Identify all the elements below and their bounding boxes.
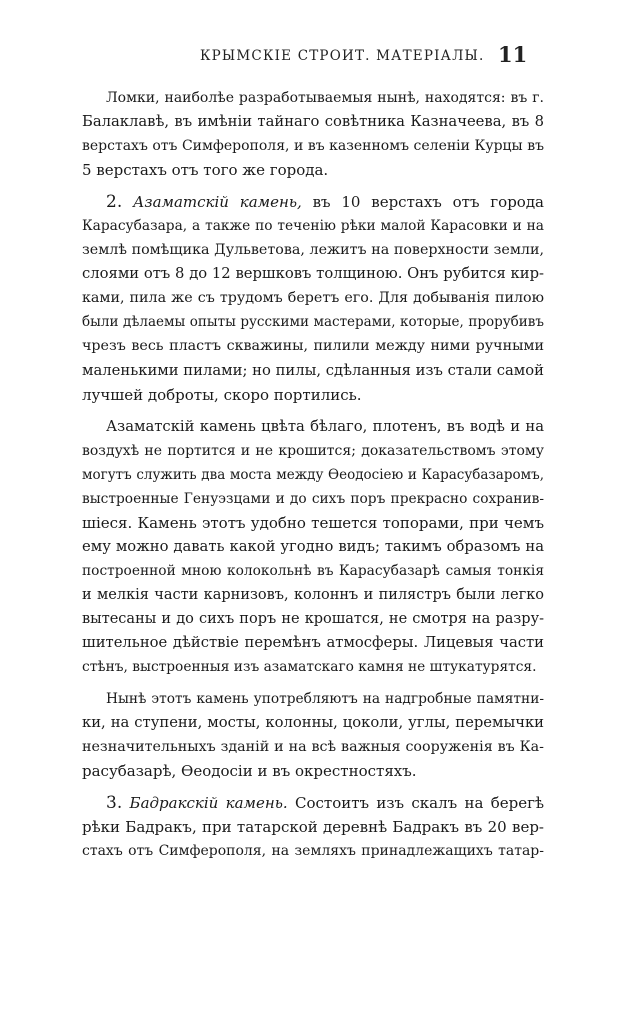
text-line: выстроенные Генуэзцами и до сихъ поръ прекрасно сохранив- bbox=[82, 490, 544, 507]
section-number: 3. bbox=[106, 793, 123, 814]
text-line: шіеся. Камень этотъ удобно тешется топорами, при чемъ bbox=[82, 513, 544, 532]
text-line: воздухѣ не портится и не крошится; доказательствомъ этому bbox=[82, 442, 544, 459]
page-number: 11 bbox=[498, 42, 528, 67]
text-line: ками, пила же съ трудомъ беретъ его. Для добыванія пилою bbox=[82, 290, 544, 307]
text-line: вытесаны и до сихъ поръ не крошатся, не смотря на разру- bbox=[82, 610, 544, 627]
section-heading-line bbox=[82, 190, 544, 214]
text-line: ки, на ступени, мосты, колонны, цоколи, углы, перемычки bbox=[82, 714, 544, 732]
text-line: лучшей доброты, скоро портились. bbox=[82, 385, 362, 404]
text-line: и мелкія части карнизовъ, колоннъ и пилястръ были легко bbox=[82, 586, 544, 603]
text-line: Нынѣ этотъ камень употребляютъ на надгробные памятни- bbox=[106, 691, 544, 708]
section-title: Азаматскій камень, bbox=[133, 193, 302, 212]
section-heading-line bbox=[82, 791, 544, 815]
text-fragment: Состоитъ изъ скалъ на берегѣ bbox=[294, 794, 544, 813]
text-line: Азаматскій камень цвѣта бѣлаго, плотенъ, въ водѣ и на bbox=[106, 417, 544, 435]
text-line: незначительныхъ зданій и на всѣ важныя сооруженія въ Ка- bbox=[82, 739, 544, 756]
text-line: слоями отъ 8 до 12 вершковъ толщиною. Онъ рубится кир- bbox=[82, 265, 544, 283]
text-line: стѣнъ, выстроенныя изъ азаматскаго камня не штукатурятся. bbox=[82, 659, 537, 676]
text-line: шительное дѣйствіе перемѣнъ атмосферы. Лицевыя части bbox=[82, 634, 544, 652]
text-line: Балаклавѣ, въ имѣніи тайнаго совѣтника Казначеева, въ 8 bbox=[82, 113, 544, 131]
text-line: маленькими пилами; но пилы, сдѣланныя изъ стали самой bbox=[82, 361, 544, 379]
text-line: построенной мною колокольнѣ въ Карасубазарѣ самыя тонкія bbox=[82, 562, 544, 579]
paragraph-quarries bbox=[82, 86, 544, 182]
text-line: 5 верстахъ отъ того же города. bbox=[82, 161, 329, 180]
section-badrak-stone bbox=[82, 791, 544, 863]
text-line: чрезъ весь пластъ скважины, пилили между ними ручными bbox=[82, 338, 544, 355]
text-fragment: въ 10 верстахъ отъ города bbox=[312, 193, 544, 212]
section-title: Бадракскій камень. bbox=[129, 794, 288, 813]
section-number: 2. bbox=[106, 192, 123, 213]
section-azamat-stone bbox=[82, 190, 544, 406]
text-line: рѣки Бадракъ, при татарской деревнѣ Бадракъ въ 20 вер- bbox=[82, 818, 544, 837]
text-line: ему можно давать какой угодно видъ; такимъ образомъ на bbox=[82, 537, 544, 555]
text-line: Ломки, наиболѣе разработываемыя нынѣ, находятся: въ г. bbox=[106, 90, 544, 106]
paragraph-azamat-uses bbox=[82, 687, 544, 783]
text-line: стахъ отъ Симферополя, на земляхъ принадлежащихъ татар- bbox=[82, 843, 544, 860]
text-line: Карасубазара, а также по теченію рѣки малой Карасовки и на bbox=[82, 218, 544, 235]
text-line: были дѣлаемы опыты русскими мастерами, которые, прорубивъ bbox=[82, 314, 544, 331]
page-body bbox=[82, 86, 544, 863]
text-line: расубазарѣ, Ѳеодосіи и въ окрестностяхъ. bbox=[82, 762, 417, 781]
running-header: КРЫМСКІЕ СТРОИТ. МАТЕРІАЛЫ. bbox=[200, 48, 485, 64]
text-line: землѣ помѣщика Дульветова, лежитъ на поверхности земли, bbox=[82, 242, 544, 259]
text-line: могутъ служить два моста между Ѳеодосіею и Карасубазаромъ, bbox=[82, 466, 544, 483]
paragraph-azamat-properties bbox=[82, 415, 544, 680]
text-line: верстахъ отъ Симферополя, и въ казенномъ селеніи Курцы въ bbox=[82, 138, 544, 155]
